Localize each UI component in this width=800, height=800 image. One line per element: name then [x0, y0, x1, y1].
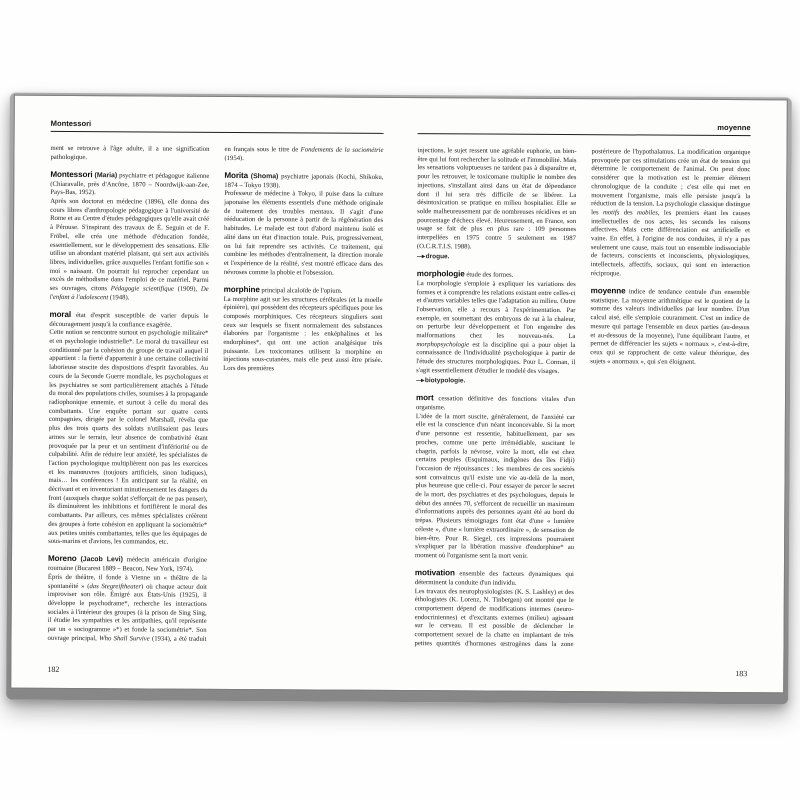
open-pages	[11, 96, 787, 693]
entry-lead	[415, 569, 574, 588]
page-number-left: 182	[47, 664, 60, 674]
entry-definition: cessation définitive des fonctions vitales d'un organisme.	[415, 395, 576, 412]
dictionary-entry	[224, 172, 384, 278]
entry-body-paragraph: Professeur de médecine à Tokyo, il puise dans la culture japonaise les éléments essentiels d'une méthode originale de traitement des troubles mentaux. Il s'agit d'une rééducation de la personne à partir de la régénération des habitudes. Le malade est tout d'abord maintenu isolé et alité dans un état d'inaction totale. Puis, progressivement, on lui fait reprendre ses activités. Ce traitement, qui combine les méthodes d'entraînement, la direction morale et l'expérience de la réalité, s'est montré efficace dans des névroses comme la phobie et l'obsession.	[223, 190, 384, 277]
page-number-right: 183	[735, 669, 748, 679]
entry-headword: morphine	[223, 284, 260, 294]
entry-name-detail: (Maria)	[94, 172, 118, 180]
continuation-paragraph: injections, le sujet ressent une agréable euphorie, un bien-être qui lui font rechercher la solitude et l'immobilité. Mais les sensations voluptueuses ne tardent pas à disparaître et, pour les retrouver, le toxicomane multiplie le nombre des injections, s'installant ainsi dans un état de dépendance dont il lui sera très difficile de se libérer. La désintoxication se pratique en milieu hospitalier. Elle se solde malheureusement par de nombreuses récidives et un pourcentage d'échecs élevé. Heureusement, en France, son usage se fait de plus en plus rare : 109 personnes interpellées en 1975 contre 5 seulement en 1987 (O.C.R.T.I.S. 1988).	[416, 147, 577, 251]
entry-body-paragraph: La morphine agit sur les structures cérébrales (et la moelle épinière), qui possèdent des récepteurs spécifiques pour les composés morphiniques. Ces récepteurs singuliers sont ceux sur lesquels se fixent normalement des substances élaborées par l'organisme : les enképhalines et les endorphines*, qui ont une action analgésique très puissante. Les toxicomanes utilisent la morphine en injections sous-cutanées, mais elle peut aussi être prisée. Lors des premières	[223, 295, 383, 373]
left-page-columns	[47, 145, 383, 653]
entry-lead	[224, 172, 383, 191]
dictionary-entry	[590, 287, 749, 367]
crossref-link	[416, 377, 575, 387]
entry-definition: indice de tendance centrale d'un ensemble statistique. La moyenne arithmétique est le quotient de la somme des valeurs individuelles par leur nombre. D'un calcul aisé, elle s'emploie couramment. C'est un indice de mesure qui partage l'ensemble en deux parties (au-dessus et au-dessous de la moyenne), l'une équilibrant l'autre, et permet de différencier les sujets « normaux », c'est-à-dire, ceux qui se rapprochent de cette valeur théorique, des sujets « anormaux », qui s'en éloignent.	[590, 288, 750, 366]
entry-lead	[50, 171, 209, 199]
dictionary-entry	[50, 171, 210, 304]
entry-headword: moyenne	[590, 286, 626, 296]
dictionary-entry	[223, 286, 383, 375]
crossref-link	[417, 253, 576, 263]
entry-body-paragraph: Après son doctorat en médecine (1896), elle donna des cours libres d'anthropologie pédagogique à l'université de Rome et au Centre d'études pédagogiques qu'elle avait créé à Pérouse. S'inspirant des travaux de É. Seguin et de F. Fröbel, elle créa une méthode d'éducation fondée, essentiellement, sur le développement des sensations. Elle utilise un abondant matériel plaisant, qui sert aux activités libres, individuelles, grâce auxquelles l'enfant fortifie son « moi » naissant. On pourrait lui reprocher cependant un excès de méthodisme dans l'emploi de ce matériel. Parmi ses ouvrages, citons Pédagogie scientifique (1909), De l'enfant à l'adolescent (1948).	[49, 197, 210, 302]
entry-definition: état d'esprit susceptible de varier depuis le découragement jusqu'à la confiance exagérée.	[49, 311, 209, 329]
dictionary-entry	[48, 311, 208, 548]
entry-name-detail: (Jacob Levi)	[80, 556, 123, 564]
entry-definition: médecin américain d'origine roumaine (Bucarest 1889 – Beacon, New York, 1974).	[47, 556, 208, 573]
entry-name-detail: (Shoma)	[250, 172, 279, 181]
book-spread	[6, 93, 792, 705]
entry-headword: moral	[49, 309, 72, 319]
entry-headword: mort	[415, 393, 434, 403]
running-head-text: moyenne	[717, 122, 751, 133]
crossref-label: biotypologie.	[424, 377, 466, 385]
running-head-right	[418, 122, 751, 136]
entry-headword: morphologie	[416, 269, 465, 279]
entry-lead	[224, 286, 383, 297]
entry-headword: motivation	[414, 568, 455, 578]
crossref-arrow-icon: —▸	[416, 377, 423, 385]
entry-headword: Montessori	[50, 169, 93, 180]
entry-definition: étude des formes.	[466, 271, 514, 279]
entry-definition: principal alcaloïde de l'opium.	[261, 287, 343, 295]
entry-body-paragraph: L'idée de la mort suscite, généralement, de l'anxiété car elle est la conscience d'un néant inconcevable. Si la mort d'une personne est ressentie, habituellement, par ses proches, comme une perte irrémédiable, suscitant le chagrin, parfois la névrose, voire la mort, elle est chez certains peuples (Esquimaux, indigènes des îles Fidji) l'occasion de réjouissances : les membres de ces sociétés sont convaincus qu'il existe une vie au-delà de la mort, plus heureuse que celle-ci. Pour essayer de percer le secret de la mort, des psychiatres et des psychologues, depuis le début des années 70, s'efforcent de recueillir un maximum d'informations auprès des personnes ayant été au bord du trépas. Plusieurs témoignages font état d'une « lumière céleste », d'une « lumière extraordinaire », de sensation de bien-être. Pour R. Siegel, ces impressions pourraient s'expliquer par la libération massive d'endorphine* au moment où l'organisme sent la mort venir.	[415, 412, 575, 560]
page-left	[11, 96, 401, 690]
entry-body-paragraph: Cette notion se rencontre surtout en psychologie militaire* et en psychologie industrielle*. Le moral du travailleur est conditionné par la cohésion du groupe de travail auquel il appartient : la fierté d'appartenir à une certaine collectivité laborieuse suscite des dispositions d'esprit favorables. Au cours de la Seconde Guerre mondiale, les psychologues et les psychiatres se sont particulièrement attachés à l'étude du moral des populations civiles, soumises à la propagande radiophonique ennemie, et surtout à celle du moral des combattants. Une enquête portant sur quatre cents compagnies, dirigée par le colonel Marshall, révéla que plus des trois quarts des soldats n'utilisaient pas leurs armes sur le terrain, leur absence de combativité étant provoquée par la peur et un sentiment d'infériorité ou de culpabilité. Afin de réduire leur anxiété, les spécialistes de l'action psychologique multiplièrent non pas les exercices et les manœuvres (toujours artificiels, sinon ludiques), mais… les conférences ! En anticipant sur la réalité, en décrivant et en inventoriant minutieusement les dangers du front (auxquels chaque soldat s'efforçait de ne pas penser), ils diminuèrent les inhibitions et fortifièrent le moral des combattants. Par ailleurs, ces mêmes spécialistes créèrent des groupes à forte cohésion en appliquant la sociométrie* aux petites unités combattantes, telles que les équipages de sous-marins et d'avions, les commandos, etc.	[48, 329, 209, 546]
entry-lead	[416, 394, 575, 413]
entry-headword: Moreno	[47, 554, 77, 564]
running-head-text: Montessori	[50, 118, 92, 129]
entry-body-paragraph: Épris de théâtre, il fonde à Vienne un « théâtre de la spontanéité » (das Stegreiftheater) où chaque acteur doit improviser son rôle. Émigré aux États-Unis (1925), il développe le psychodrame*, recherche les interactions sociales à l'intérieur des groupes (à la prison de Sing Sing, il étudie les sympathies et les antipathies, qu'il représente par un « sociogramme »*) et fonde la sociométrie*. Son ouvrage principal, Who Shall Survive (1934), a été traduit en français sous le titre de Fondements de la sociométrie (1954).	[47, 145, 384, 643]
entry-headword: Morita	[224, 170, 249, 180]
entry-definition: psychiatre et pédagogue italienne (Chiaravalle, près d'Ancône, 1870 – Noordwijk-aan-Zee, Pays-Bas, 1952).	[50, 172, 210, 197]
entry-body-paragraph: Les travaux des neurophysiologistes (K. S. Lashley) et des éthologistes (K. Lorenz, N. Tinbergen) ont montré que le comportement dépend de modifications internes (neuro-endocriniennes) et d'excitants externes (milieu) agissant sur le cerveau. Il est possible de déclencher le comportement sexuel de la chatte en implantant de très petites quantités d'hormones œstrogènes dans la zone postérieure de l'hypothalamus. La modification organique provoquée par ces stimulations crée un état de tension qui détermine le comportement de l'animal. On peut donc considérer que la motivation est le premier élément chronologique de la conduite ; c'est elle qui met en mouvement l'organisme, mais elle persiste jusqu'à la réduction de la tension. La psychologie classique distingue les motifs des mobiles, les premiers étant les causes intellectuelles de nos actes, les seconds les raisons affectives. Mais cette différenciation est artificielle et vaine. En effet, à l'origine de nos conduites, il n'y a pas seulement une cause, mais tout un ensemble indissociable de facteurs, conscients et inconscients, physiologiques, intellectuels, affectifs, sociaux, qui sont en interaction réciproque.	[414, 148, 751, 648]
entry-body-paragraph: La morphologie s'emploie à expliquer les variations des formes et à comprendre les relations existant entre celles-ci et d'autres variables telles que l'adaptation au milieu. Outre l'observation, elle a recours à l'expérimentation. Par exemple, en soumettant des embryons de rat à la chaleur, on perturbe leur développement et l'on engendre des malformations chez les nouveau-nés. La morphopsychologie est la discipline qui a pour objet la connaissance de l'individualité psychologique à partir de l'étude des structures morphologiques. Pour L. Corman, il s'agit essentiellement d'étudier le modelé des visages.	[416, 279, 576, 375]
right-page-columns	[414, 147, 750, 655]
crossref-arrow-icon: —▸	[416, 253, 424, 261]
entry-lead	[590, 287, 749, 367]
crossref-label: drogue.	[425, 253, 450, 261]
entry-lead	[49, 311, 208, 330]
entry-lead	[48, 555, 207, 574]
dictionary-entry	[415, 394, 575, 561]
entry-definition: psychiatre japonais (Kochi, Shikoku, 1874 – Tokyo 1938).	[224, 173, 384, 189]
continuation-paragraph: ment se retrouve à l'âge adulte, il a une signification pathologique.	[50, 144, 210, 161]
page-right	[397, 98, 787, 692]
dictionary-entry	[416, 270, 576, 376]
entry-definition: ensemble des facteurs dynamiques qui déterminent la conduite d'un individu.	[414, 570, 574, 587]
running-head-left	[51, 120, 384, 134]
